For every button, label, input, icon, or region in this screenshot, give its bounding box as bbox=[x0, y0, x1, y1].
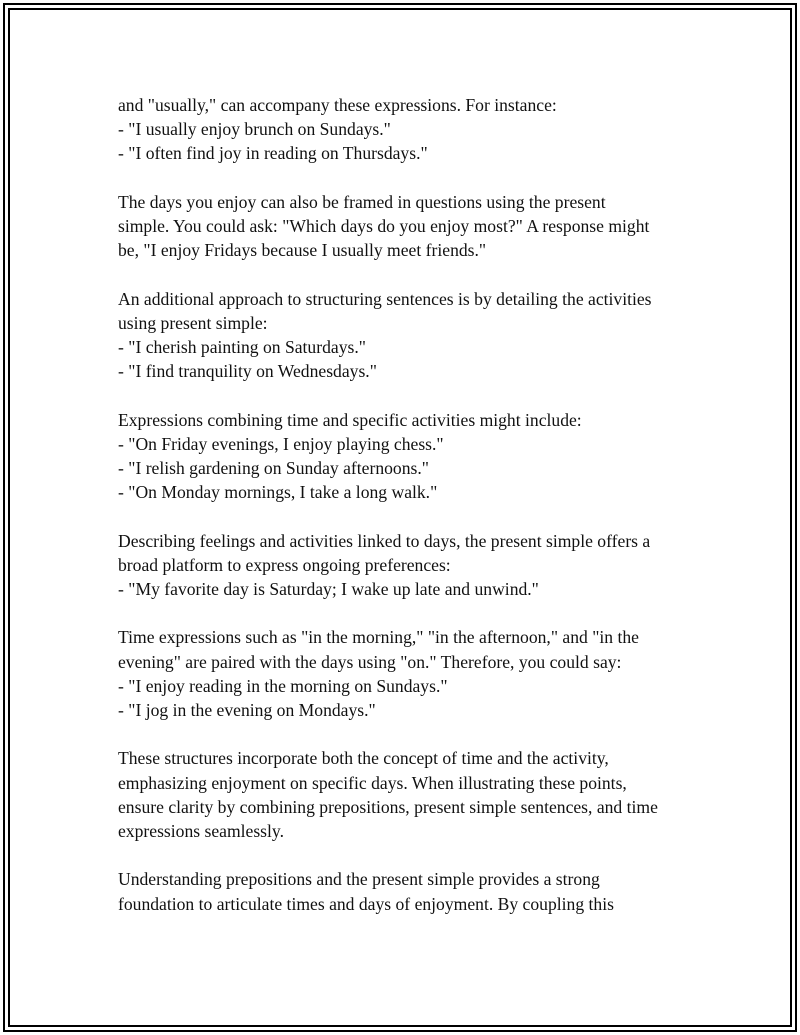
paragraph bbox=[118, 287, 718, 384]
paragraph bbox=[118, 625, 718, 722]
text-line: The days you enjoy can also be framed in questions using the present bbox=[118, 191, 606, 212]
text-line: - "I usually enjoy brunch on Sundays." bbox=[118, 119, 391, 140]
text-line: evening" are paired with the days using "on." Therefore, you could say: bbox=[118, 651, 622, 672]
text-line: - "My favorite day is Saturday; I wake up late and unwind." bbox=[118, 579, 539, 599]
text-line: and "usually," can accompany these expressions. For instance: bbox=[118, 95, 557, 115]
text-line: be, "I enjoy Fridays because I usually meet friends." bbox=[118, 240, 487, 261]
text-line: Time expressions such as "in the morning," "in the afternoon," and "in the bbox=[118, 627, 639, 648]
paragraph bbox=[118, 408, 718, 505]
paragraph bbox=[118, 746, 718, 843]
text-line: broad platform to express ongoing preferences: bbox=[118, 554, 451, 575]
text-line: - "I relish gardening on Sunday afternoons." bbox=[118, 458, 429, 478]
paragraph bbox=[118, 867, 718, 915]
text-line: These structures incorporate both the concept of time and the activity, bbox=[118, 748, 609, 769]
text-line: expressions seamlessly. bbox=[118, 821, 284, 841]
text-line: simple. You could ask: "Which days do you enjoy most?" A response might bbox=[118, 216, 650, 236]
text-line: - "I often find joy in reading on Thursdays." bbox=[118, 143, 428, 164]
text-line: Describing feelings and activities linked to days, the present simple offers a bbox=[118, 530, 651, 551]
paragraph bbox=[118, 93, 718, 166]
text-line: Expressions combining time and specific activities might include: bbox=[118, 409, 582, 430]
text-line: using present simple: bbox=[118, 312, 268, 333]
text-line: ensure clarity by combining prepositions, present simple sentences, and time bbox=[118, 796, 658, 817]
text-line: An additional approach to structuring sentences is by detailing the activities bbox=[118, 288, 652, 309]
document-body bbox=[118, 93, 718, 940]
text-line: - "I enjoy reading in the morning on Sundays." bbox=[118, 675, 448, 696]
text-line: - "On Friday evenings, I enjoy playing chess." bbox=[118, 433, 444, 454]
text-line: - "I find tranquility on Wednesdays." bbox=[118, 361, 377, 382]
text-line: foundation to articulate times and days of enjoyment. By coupling this bbox=[118, 893, 614, 914]
text-line: - "On Monday mornings, I take a long walk." bbox=[118, 482, 438, 503]
text-line: emphasizing enjoyment on specific days. When illustrating these points, bbox=[118, 772, 627, 793]
text-line: - "I jog in the evening on Mondays." bbox=[118, 700, 376, 720]
text-line: - "I cherish painting on Saturdays." bbox=[118, 337, 366, 357]
paragraph bbox=[118, 190, 718, 263]
paragraph bbox=[118, 529, 718, 602]
text-line: Understanding prepositions and the present simple provides a strong bbox=[118, 869, 600, 890]
